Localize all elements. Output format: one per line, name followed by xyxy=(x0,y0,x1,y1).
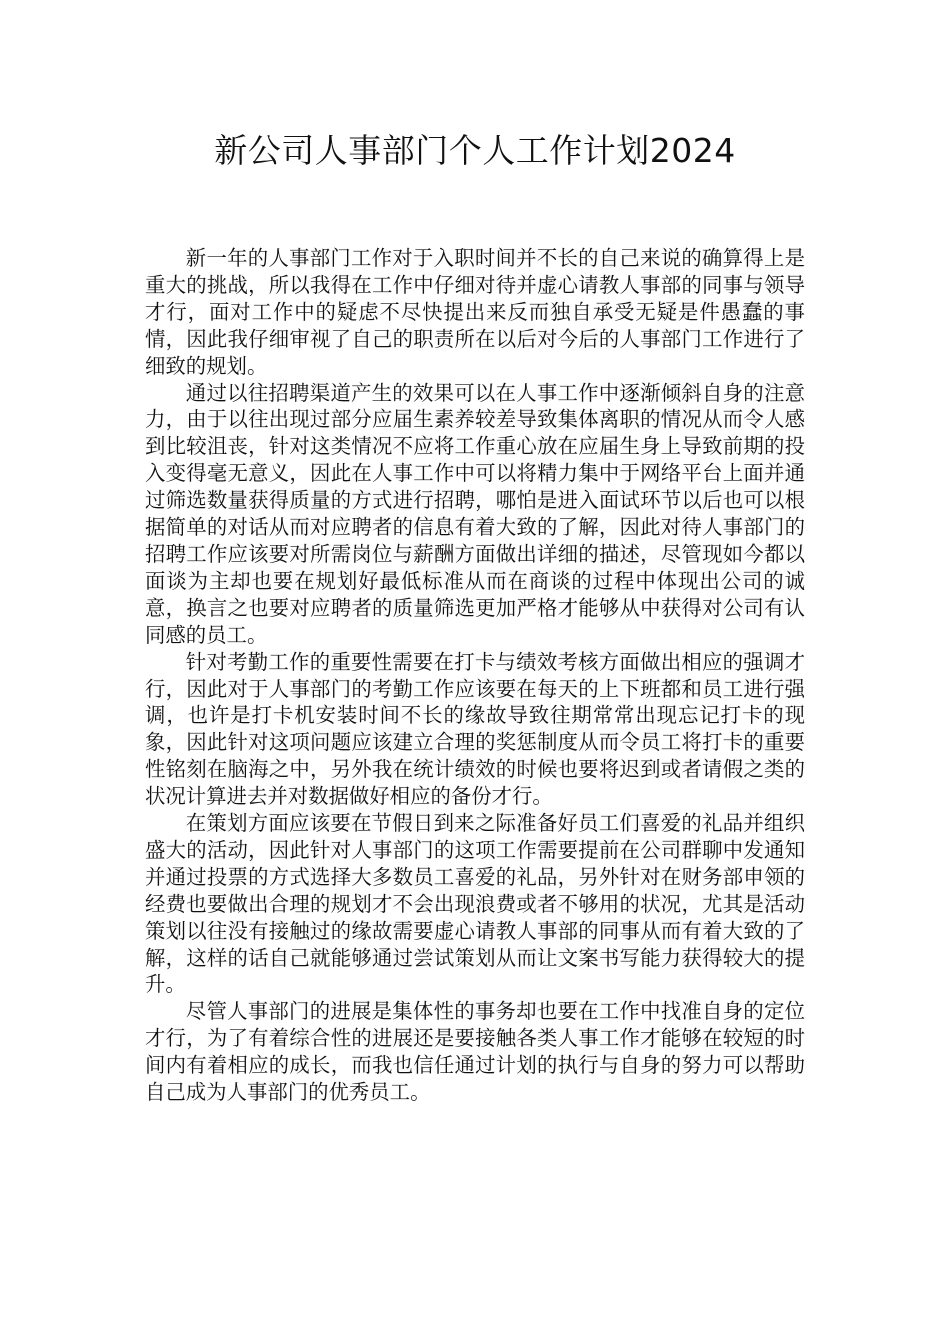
document-title: 新公司人事部门个人工作计划2024 xyxy=(214,131,736,170)
paragraph-4: 在策划方面应该要在节假日到来之际准备好员工们喜爱的礼品并组织盛大的活动，因此针对人事部门的这项工作需要提前在公司群聊中发通知并通过投票的方式选择大多数员工喜爱的礼品，另外针对在财务部申领的经费也要做出合理的规划才不会出现浪费或者不够用的状况，尤其是活动策划以往没有接触过的缘故需要虚心请教人事部的同事从而有着大致的了解，这样的话自己就能够通过尝试策划从而让文案书写能力获得较大的提升。 xyxy=(145,811,805,997)
paragraph-1: 新一年的人事部门工作对于入职时间并不长的自己来说的确算得上是重大的挑战，所以我得在工作中仔细对待并虚心请教人事部的同事与领导才行，面对工作中的疑虑不尽快提出来反而独自承受无疑是件愚蠢的事情，因此我仔细审视了自己的职责所在以后对今后的人事部门工作进行了细致的规划。 xyxy=(145,246,805,378)
paragraph-3: 针对考勤工作的重要性需要在打卡与绩效考核方面做出相应的强调才行，因此对于人事部门的考勤工作应该要在每天的上下班都和员工进行强调，也许是打卡机安装时间不长的缘故导致往期常常出现忘记打卡的现象，因此针对这项问题应该建立合理的奖惩制度从而令员工将打卡的重要性铭刻在脑海之中，另外我在统计绩效的时候也要将迟到或者请假之类的状况计算进去并对数据做好相应的备份才行。 xyxy=(145,649,805,809)
document-body xyxy=(145,245,805,1106)
paragraph-5: 尽管人事部门的进展是集体性的事务却也要在工作中找准自身的定位才行，为了有着综合性的进展还是要接触各类人事工作才能够在较短的时间内有着相应的成长，而我也信任通过计划的执行与自身的努力可以帮助自己成为人事部门的优秀员工。 xyxy=(145,999,805,1105)
paragraph-2: 通过以往招聘渠道产生的效果可以在人事工作中逐渐倾斜自身的注意力，由于以往出现过部分应届生素养较差导致集体离职的情况从而令人感到比较沮丧，针对这类情况不应将工作重心放在应届生身上导致前期的投入变得毫无意义，因此在人事工作中可以将精力集中于网络平台上面并通过筛选数量获得质量的方式进行招聘，哪怕是进入面试环节以后也可以根据简单的对话从而对应聘者的信息有着大致的了解，因此对待人事部门的招聘工作应该要对所需岗位与薪酬方面做出详细的描述，尽管现如今都以面谈为主却也要在规划好最低标准从而在商谈的过程中体现出公司的诚意，换言之也要对应聘者的质量筛选更加严格才能够从中获得对公司有认同感的员工。 xyxy=(145,380,805,647)
